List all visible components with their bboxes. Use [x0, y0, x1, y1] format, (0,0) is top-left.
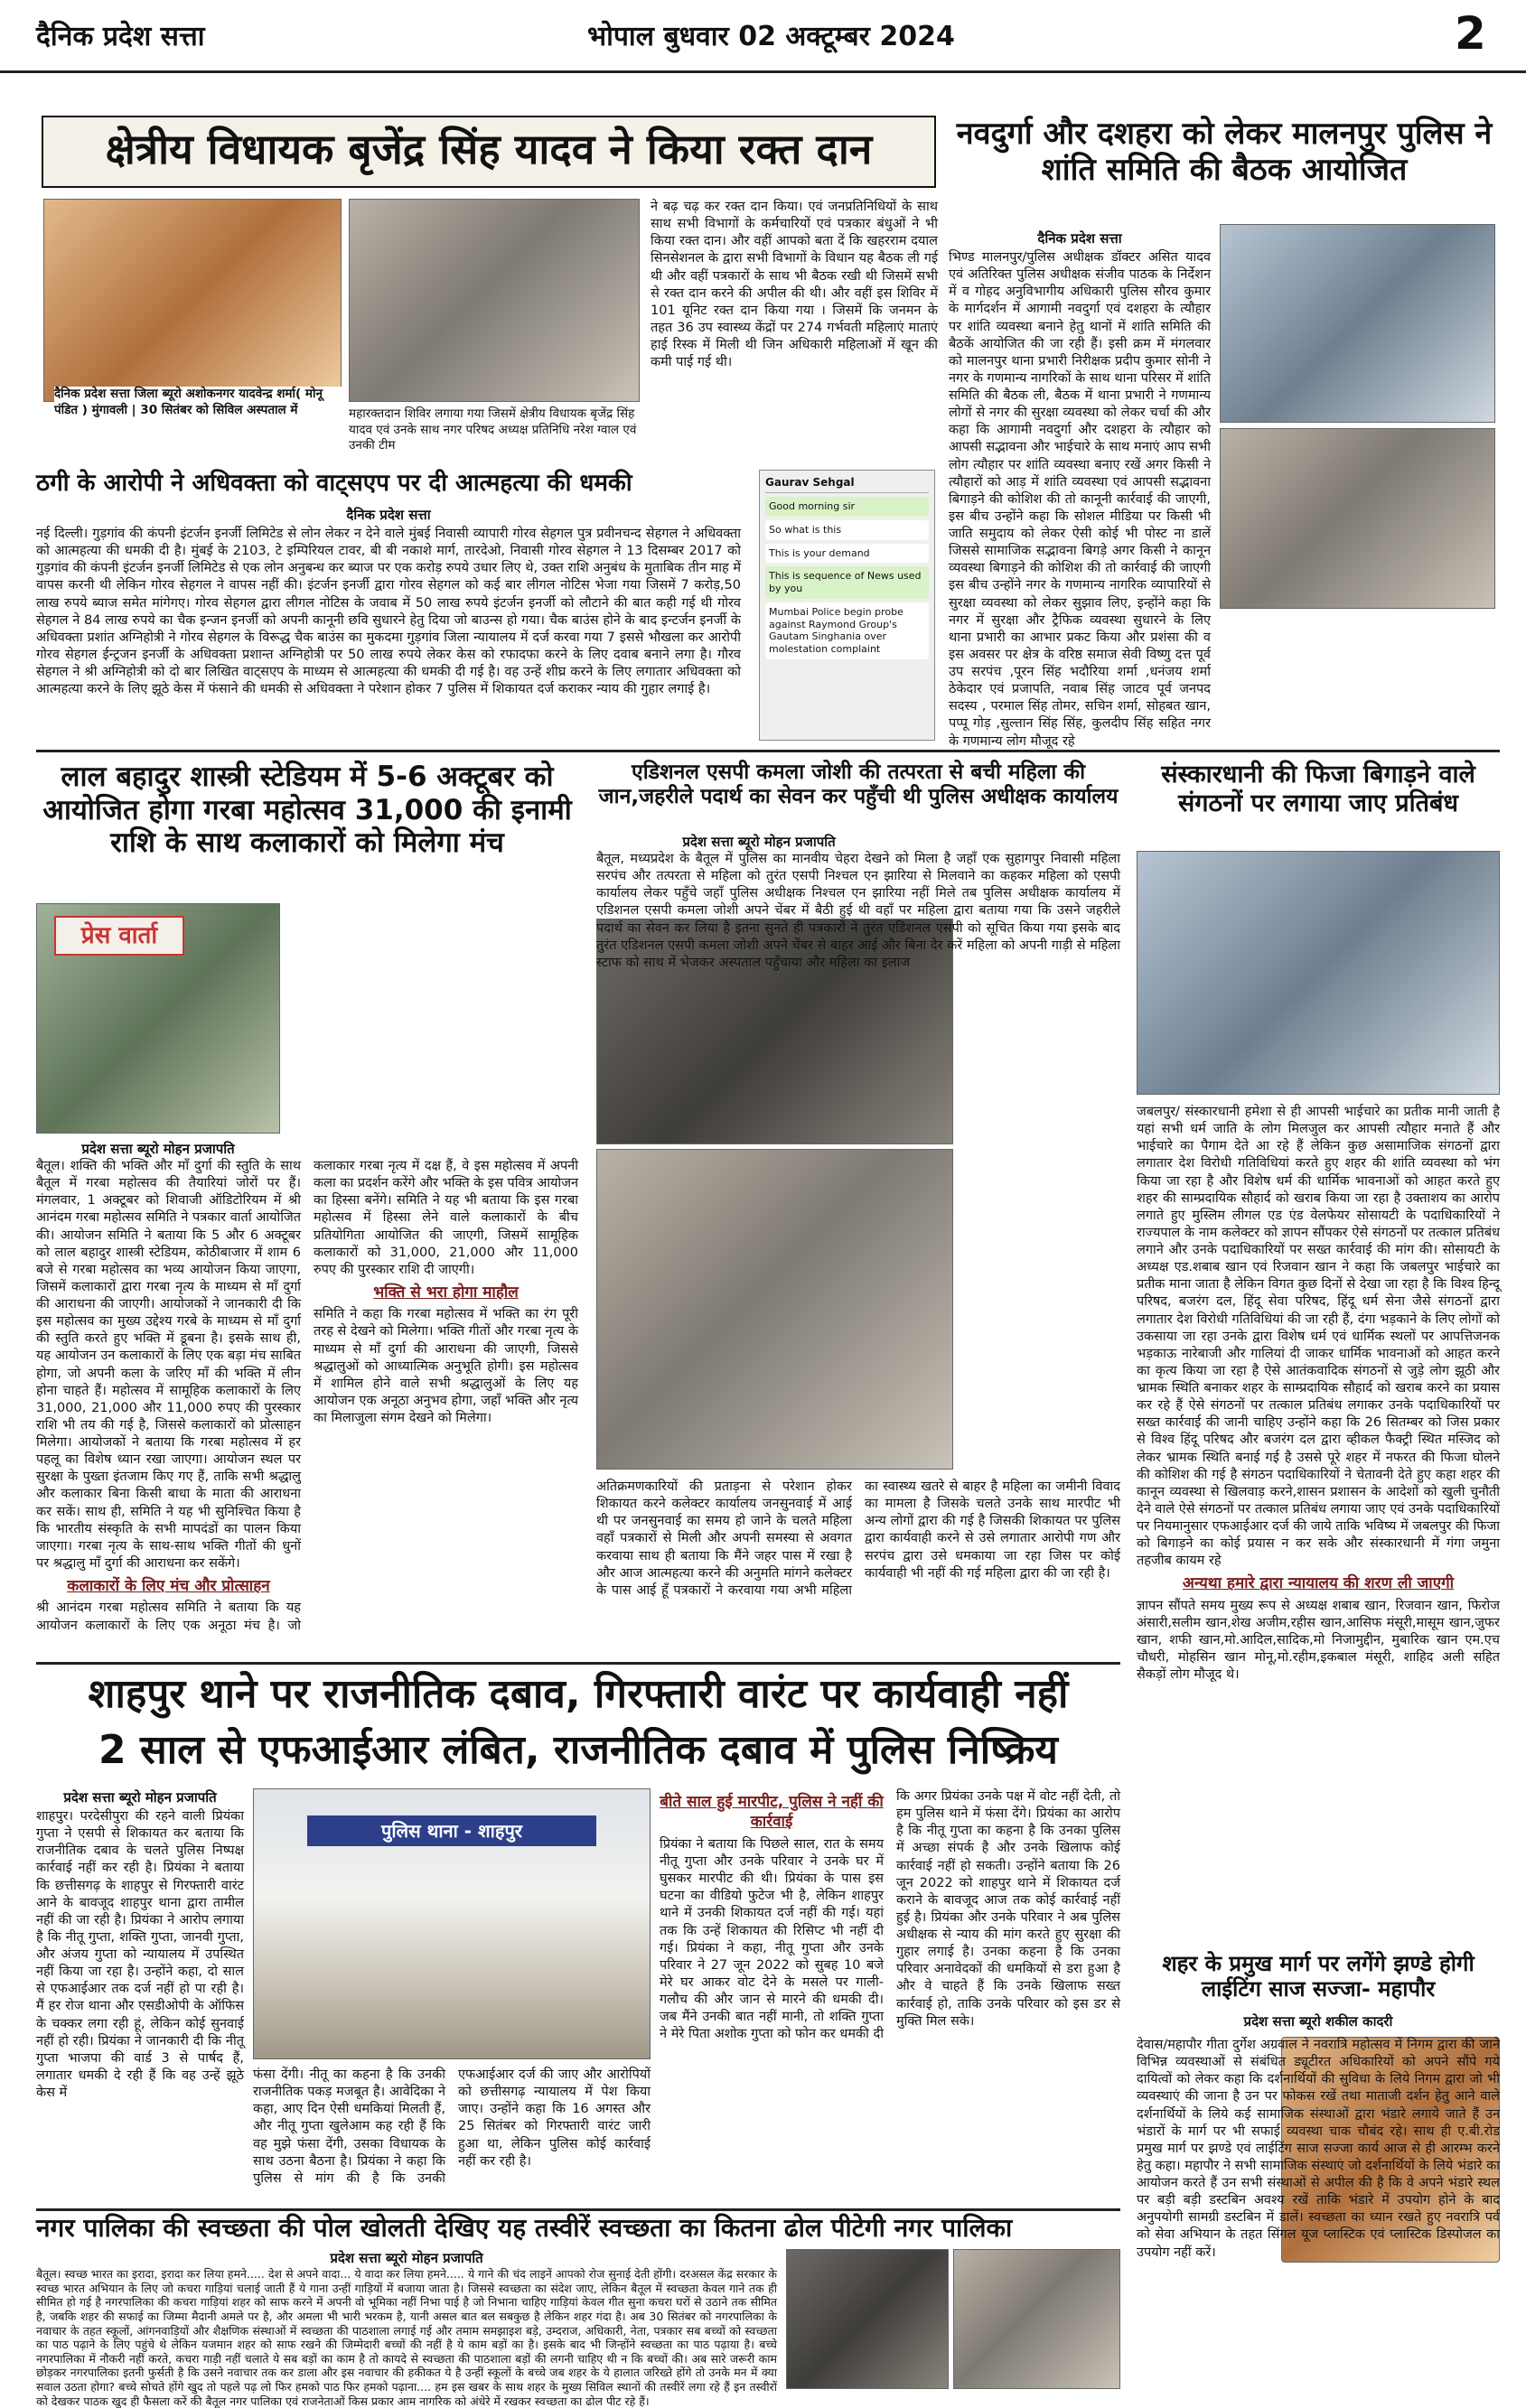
mahapor-body: देवास/महापौर गीता दुर्गेश अग्रवाल ने नवरात्रि महोत्सव में निगम द्वारा की जाने विभिन्न व्यवस्थाओं से संबंधित ड्यूटीरत अधिकारियों को अपने सौंपे गये दायित्वों को लेकर कहा कि दर्शनार्थियों की सुविधा के लिये निगम द्वारा जो भी व्यवस्थाएं की जाना है उन पर फोकस रखें तथा माताजी दर्शन हेतु आने वाले दर्शनार्थियों के लिये कई सामाजिक संस्थाओं द्वारा भंडारे लगाये जाते हैं उन भंडारों के मार्ग पर भी सफाई व्यवस्था चाक चौबंद रहे। साथ ही ए.बी.रोड प्रमुख मार्ग पर झण्डे एवं लाईटिंग साज सज्जा कार्य आज से ही आरम्भ करने हेतु कहा। महापौर ने सभी सामाजिक संस्थाएं जो दर्शनार्थियों के लिये भंडारे का आयोजन करते हैं उन सभी संस्थाओं से अपील की है कि वे अपने भंडारे स्थल पर बड़ी बड़ी डस्टबिन अवश्य रखें ताकि भंडारे में उपयोग होने के बाद अनुपयोगी सामग्री डस्टबिन में डालें। स्वच्छता का ध्यान रखते हुए नवरात्रि पर्व को सेवा अभियान के तहत सिंगल यूज प्लास्टिक एवं प्लास्टिक डिस्पोजल का उपयोग नहीं करें। — [1137, 2038, 1500, 2260]
sanskar-subhead: अन्यथा हमारे द्वारा न्यायालय की शरण ली जाएगी — [1182, 1574, 1455, 1593]
blood-photo-2 — [349, 199, 640, 402]
kamla-body-1: बैतूल, मध्यप्रदेश के बैतूल में पुलिस का मानवीय चेहरा देखने को मिला है जहाँ एक सुहागपुर निवासी महिला सरपंच और तत्परता से महिला को तुरंत एसपी निश्चल एन झारिया से मिलवाने का कहकर महिला को एसपी कार्यालय लेकर पहुँचे जहाँ पुलिस अधीक्षक निश्चल एन झारिया नहीं मिले तब पुलिस अधीक्षक कार्यालय में एडिशनल एसपी कमला जोशी अपने चेंबर में बैठी हुई थी वहाँ पर महिला द्वारा बताया गया कि उसने जहरीले पदार्थ का सेवन कर लिया है इतना सुनते ही पत्रकारों ने तुरंत एडिशनल एसपी को सूचित किया गया इसके बाद तुरंत एडिशनल एसपी कमला जोशी अपने चेंबर से बाहर आई और बिना देर करें महिला को अपनी गाड़ी से महिला स्टाफ को साथ में भेजकर अस्पताल पहुँचाया और महिला का इलाज — [596, 852, 1120, 970]
shahpur-byline: प्रदेश सत्ता ब्यूरो मोहन प्रजापति — [63, 1789, 217, 1806]
chat-bubble: This is your demand — [765, 544, 929, 564]
chat-bubble: This is sequence of News used by you — [765, 566, 929, 599]
nagar-byline: प्रदेश सत्ता ब्यूरो मोहन प्रजापति — [330, 2250, 483, 2266]
story-nagar-palika — [36, 2213, 1120, 2408]
chat-bubble: So what is this — [765, 520, 929, 540]
page-number: 2 — [1455, 7, 1486, 60]
sanskar-headline: संस्कारधानी की फिजा बिगाड़ने वाले संगठनों पर लगाया जाए प्रतिबंध — [1161, 761, 1475, 817]
paper-name: दैनिक प्रदेश सत्ता — [36, 21, 205, 52]
story-shahpur — [36, 1671, 1120, 2204]
story-kamla-joshi — [596, 761, 1120, 1655]
shahpur-body-2: फंसा देंगी। नीतू का कहना है कि उनकी राजनीतिक पकड़ मजबूत है। आवेदिका ने कहा, आए दिन ऐसी धमकियां मिलती हैं, और नीतू गुप्ता खुलेआम कह रही हैं कि वह मुझे फंसा देंगी, उसका विधायक के साथ उठना बैठना है। प्रियंका ने कहा कि पुलिस से मांग की है कि उनकी एफआईआर दर्ज की जाए और आरोपियों को छत्तीसगढ़ न्यायालय में पेश किया जाए। उन्होंने कहा कि 16 अगस्त और 25 सितंबर को गिरफ्तारी वारंट जारी हुआ था, लेकिन पुलिस कोई कार्रवाई नहीं कर रही है। — [253, 2067, 651, 2186]
blood-caption-1: दैनिक प्रदेश सत्ता जिला ब्यूरो अशोकनगर यादवेन्द्र शर्मा( मोनू पंडित ) मुंगावली | 30 सितंबर को सिविल अस्पताल में — [54, 387, 343, 454]
chat-bubble: Good morning sir — [765, 497, 929, 517]
divider — [36, 2208, 1120, 2211]
garba-headline: लाल बहादुर शास्त्री स्टेडियम में 5-6 अक्टूबर को आयोजित होगा गरबा महोत्सव 31,000 की इनामी राशि के साथ कलाकारों को मिलेगा मंच — [42, 761, 572, 860]
garba-body — [36, 1158, 578, 1650]
kamla-headline: एडिशनल एसपी कमला जोशी की तत्परता से बची महिला की जान,जहरीले पदार्थ का सेवन कर पहुँची थी पुलिस अधीक्षक कार्यालय — [598, 761, 1119, 809]
navdurga-body: भिण्ड मालनपुर/पुलिस अधीक्षक डॉक्टर असित यादव एवं अतिरिक्त पुलिस अधीक्षक संजीव पाठक के निर्देशन में व गोहद अनुविभागीय अधिकारी पुलिस सौरव कुमार के मार्गदर्शन में आगामी नवदुर्गा एवं दशहरा के त्यौहार पर शांति व्यवस्था बनाने हेतु थानों में शांति समिति की बैठकें आयोजित की जा रही हैं। इसी क्रम में मंगलवार को मालनपुर थाना प्रभारी निरीक्षक प्रदीप कुमार सोनी ने नगर के गणमान्य नागरिकों के साथ थाना परिसर में शांति समिति की बैठक ली, बैठक में थाना प्रभारी ने गणमान्य लोगों से नगर की सुरक्षा व्यवस्था को लेकर चर्चा की और कहा कि आगामी नवदुर्गा और दशहरा के त्यौहार को आपसी सद्भावना और भाईचारे के साथ मनाएं आप सभी लोग त्यौहार पर शांति व्यवस्था बनाए रखें अगर किसी ने त्यौहारों को आड़ में शांति व्यवस्था एवं आपसी सद्भावना बिगाड़ने की कोशिश की तो कानूनी कार्रवाई की जाएगी, इस बीच उन्होंने कहा कि सोशल मीडिया पर किसी भी जाति समुदाय को लेकर ऐसी कोई भी पोस्ट ना डालें जिससे सामाजिक सद्भावना बिगड़े अगर किसी ने कानून व्यवस्था बिगाड़ने की कोशिश की तो कार्रवाई की जाएगी इस बीच उन्होंने नगर के गणमान्य नागरिक व्यापारियों से सुरक्षा व्यवस्था को लेकर सुझाव लिए, इन्होंने कहा कि नगर में सुरक्षा और ट्रैफिक व्यवस्था सुधारने के लिए थाना प्रभारी का आभार प्रकट किया और प्रशंसा की व इस अवसर पर क्षेत्र के वरिष्ठ समाज सेवी विष्णु दत्त पूर्व उप सरपंच ,पूरन सिंह भदौरिया शर्मा ,धनंजय शर्मा ठेकेदार एवं प्रजापति, नवाब सिंह जाटव पूर्व जनपद सदस्य , परमाल सिंह तोमर, सचिन शर्मा, सोहबत खान, पप्पू गोड़ ,सुल्तान सिंह सिंह, कुलदीप सिंह सहित नगर के गणमान्य लोग मौजूद रहे — [949, 250, 1211, 749]
kamla-photo-2 — [596, 1149, 953, 1470]
mahapor-headline: शहर के प्रमुख मार्ग पर लगेंगे झण्डे होगी लाईटिंग साज सज्जा- महापौर — [1162, 1951, 1475, 2002]
chat-bubble: Mumbai Police begin probe against Raymond Group's Gautam Singhania over molestation complaint — [765, 602, 929, 659]
cheat-byline: दैनिक प्रदेश सत्ता — [346, 507, 431, 523]
sanskar-photo — [1137, 851, 1500, 1095]
shahpur-body-3: प्रियंका ने बताया कि पिछले साल, रात के समय नीतू गुप्ता और उनके परिवार ने उनके घर में घुसकर मारपीट की थी। प्रियंका के पास इस घटना का वीडियो फुटेज भी है, लेकिन शाहपुर थाने में उनकी शिकायत दर्ज नहीं की गई। यहां तक कि उन्हें शिकायत की रिसिप्ट भी नहीं दी गई। प्रियंका ने कहा, नीतू गुप्ता और उनके परिवार ने 27 जून 2022 को सुबह 10 बजे मेरे घर आकर वोट देने के मसले पर गाली-गलौच की और जान से मारने की धमकी दी। जब मैंने उनकी बात नहीं मानी, तो शक्ति गुप्ता ने मेरे पिता अशोक गुप्ता को फोन कर धमकी दी कि अगर प्रियंका उनके पक्ष में वोट नहीं देती, तो हम पुलिस थाने में फंसा देंगे। प्रियंका का आरोप है कि नीतू गुप्ता का कहना है कि उनका पुलिस में अच्छा संपर्क है और उनके खिलाफ कोई कार्रवाई नहीं हो सकती। उन्होंने बताया कि 26 जून 2022 को शाहपुर थाने में शिकायत दर्ज कराने के बावजूद आज तक कोई कार्रवाई नहीं हुई है। प्रियंका और उनके परिवार ने अब पुलिस अधीक्षक से न्याय की मांग करते हुए सुरक्षा की गुहार लगाई है। उनका कहना है कि उनका परिवार अनावेदकों की धमकियों से डरा हुआ है और वे चाहते हैं कि उनके खिलाफ सख्त कार्रवाई हो, ताकि उनके परिवार को इस डर से मुक्ति मिल सके। — [660, 1789, 1120, 2042]
story-navdurga — [949, 116, 1500, 749]
story-sanskardhani — [1137, 761, 1500, 1944]
kamla-byline: प्रदेश सत्ता ब्यूरो मोहन प्रजापति — [682, 834, 836, 850]
story-mahapor — [1137, 1951, 1500, 2389]
blood-headline: क्षेत्रीय विधायक बृजेंद्र सिंह यादव ने किया रक्त दान — [42, 116, 936, 188]
cheat-headline: ठगी के आरोपी ने अधिवक्ता को वाट्सएप पर दी आत्महत्या की धमकी — [36, 470, 632, 497]
chat-contact-name: Gaurav Sehgal — [765, 476, 929, 493]
garba-body-1: बैतूल। शक्ति की भक्ति और माँ दुर्गा की स्तुति के साथ बैतूल में गरबा महोत्सव की तैयारियां जोरों पर हैं। मंगलवार, 1 अक्टूबर को शिवाजी ऑडिटोरियम में श्री आनंदम गरबा महोत्सव समिति ने पत्रकार वार्ता आयोजित की। आयोजन समिति ने बताया कि 5 और 6 अक्टूबर को लाल बहादुर शास्त्री स्टेडियम, कोठीबाजार में शाम 6 बजे से गरबा महोत्सव का भव्य आयोजन किया जाएगा, जिसमें कलाकारों द्वारा गरबा नृत्य के माध्यम से माँ दुर्गा की आराधना की जाएगी। आयोजकों ने जानकारी दी कि इस महोत्सव का मुख्य उद्देश्य गरबे के माध्यम से माँ दुर्गा की स्तुति करते हुए भक्ति में डूबना है। इसके साथ ही, यह आयोजन उन कलाकारों के लिए एक बड़ा मंच साबित होगा, जो अपनी कला के जरिए माँ की भक्ति में लीन होना चाहते हैं। महोत्सव में सामूहिक कलाकारों के लिए 31,000, 21,000 और 11,000 रुपए की पुरस्कार राशि भी तय की गई है, जिससे कलाकारों को प्रोत्साहन मिलेगा। आयोजकों ने बताया कि गरबा महोत्सव में हर पहलू का विशेष ध्यान रखा जाएगा। आयोजन स्थल पर सुरक्षा के पुख्ता इंतजाम किए गए हैं, ताकि सभी श्रद्धालु और कलाकार बिना किसी बाधा के माता की आराधना कर सकें। साथ ही, समिति ने यह भी सुनिश्चित किया है कि भारतीय संस्कृति के सभी मापदंडों का पालन किया जाएगा। गरबा नृत्य के साथ-साथ भक्ति गीतों की धुनों पर श्रद्धालु माँ दुर्गा की आराधना कर सकेंगे। — [36, 1159, 301, 1571]
shahpur-headline-2: 2 साल से एफआईआर लंबित, राजनीतिक दबाव में पुलिस निष्क्रिय — [98, 1727, 1058, 1773]
cheat-body: नई दिल्ली। गुड़गांव की कंपनी इंटर्जन इनर्जी लिमिटेड से लोन लेकर न देने वाले मुंबई निवासी व्यापारी गोरव सेहगल पुत्र प्रवीनचन्द सेहगल ने अधिवक्ता को आत्महत्या की धमकी दी है। मुंबई के 2103, टे इम्पिरियल टावर, बी बी नकाशे मार्ग, तारदेओ, निवासी गोरव सेहगल ने 13 दिसम्बर 2017 को गुड़गांव की कंपनी इंटर्जन इनर्जी लिमिटेड से एक लोन अनुबन्ध कर ब्याज पर एक करोड़ रुपये उधार लिए थे, उक्त राशि अनुबंध के मुताबिक तीन माह में वापस करनी थी लेकिन गोरव सेहगल ने वापस नहीं की। इंटर्जन इनर्जी द्वारा गोरव सेहगल को कई बार लीगल नोटिस भेजा गया जिसमें 7 करोड़,50 लाख रुपये ब्याज समेत मांगेगए। गोरव सेहगल द्वारा लीगल नोटिस के जवाब में 50 लाख रुपये इंटर्जन इनर्जी को लौटाने की बात कही गई थी गोरव सेहगल ने 84 लाख रुपये का चैक इन्जन इनर्जी को अपनी कानूनी छवि सुधारने हेतु दिया जो बाउन्स हो गया। चैक बाउंस होने के बाद इन्टर्जन इनर्जी के अधिवक्ता प्रशांत अग्निहोत्री ने गोरव सेहगल के विरूद्ध चैक बाउंस का मुकदमा गुड़गांव जिला न्यायालय में दर्ज करवा गया 7 इससे भौखला कर आरोपी गोरव सेहगल ईन्ट्रजन इनर्जी के अधिवक्ता प्रशान्त अग्निहोत्री पर 50 लाख रुपये लेकर केस को रफादफा करने के लिए दवाब बनाने लगा है। गौरव सेहगल ने श्री अग्निहोत्री को दो बार लिखित वाट्सएप के माध्यम से आत्महत्या की धमकी दी गई है। वह उन्हें शीघ्र करने के लिए लगातार अधिवक्ता को आत्महत्या करने के लिए झूठे केस में फंसाने की धमकी से अधिवक्ता ने परेशान होकर 7 पुलिस में शिकायत दर्ज कराकर न्याय की गुहार लगाई है। — [36, 527, 741, 697]
blood-photo-1 — [43, 199, 342, 402]
nagar-headline: नगर पालिका की स्वच्छता की पोल खोलती देखिए यह तस्वीरें स्वच्छता का कितना ढोल पीटेगी नगर पालिका — [36, 2213, 1013, 2243]
police-station-board: पुलिस थाना - शाहपुर — [307, 1815, 596, 1846]
shahpur-body-1: शाहपुर। परदेसीपुरा की रहने वाली प्रियंका गुप्ता ने एसपी से शिकायत कर बताया कि राजनीतिक दबाव के चलते पुलिस निष्पक्ष कार्रवाई नहीं कर रही है। प्रियंका ने बताया कि छत्तीसगढ़ के शाहपुर से गिरफ्तारी वारंट आने के बावजूद शाहपुर थाना द्वारा तामील नहीं की जा रही है। प्रियंका ने आरोप लगाया है कि नीतू गुप्ता, शक्ति गुप्ता, जानवी गुप्ता, और अंजय गुप्ता को न्यायालय में उपस्थित नहीं किया जा रहा है। उन्होंने कहा, दो साल से एफआईआर तक दर्ज नहीं हो पा रही है। मैं हर रोज थाना और एसडीओपी के ऑफिस के चक्कर लगा रही हूं, लेकिन कोई सुनवाई नहीं हो रही। प्रियंका ने जानकारी दी कि नीतू गुप्ता भाजपा की वार्ड 3 से पार्षद हैं, लगातार धमकी दे रही हैं कि वह उन्हें झूठे केस में — [36, 1809, 244, 2100]
story-cheating — [36, 470, 940, 741]
navdurga-photo-2 — [1220, 428, 1495, 609]
kamla-body-2: अतिक्रमणकारियों की प्रताड़ना से परेशान होकर शिकायत करने कलेक्टर कार्यालय जनसुनवाई में आई थी पर जनसुनवाई का समय हो जाने के चलते महिला वहाँ पत्रकारों से मिली और अपनी समस्या से अवगत करवाया साथ ही बताया कि मैंने जहर पास में रखा है और आज आत्महत्या करने की अनुमति मांगने कलेक्टर के पास आई हूँ पत्रकारों ने करवाया गया अभी महिला का स्वास्थ्य खतरे से बाहर है महिला का जमीनी विवाद का मामला है जिसके चलते उनके साथ मारपीट भी अन्य लोगों द्वारा की गई है जिसकी शिकायत पर पुलिस द्वारा कार्यवाही करने से उसे लगातार आरोपी गण और सरपंच द्वारा उसे धमकाया जा रहा जिस पर कोई कार्यवाही भी नहीं की गई महिला द्वारा की जा रही है। — [596, 1479, 1120, 1598]
garbage-photo-2 — [953, 2249, 1120, 2389]
divider — [36, 1662, 1120, 1665]
story-blood-donation — [36, 116, 940, 454]
blood-body: ने बढ़ चढ़ कर रक्त दान किया। एवं जनप्रतिनिधियों के साथ साथ सभी विभागों के कर्मचारियों एवं पत्रकार बंधुओं ने भी किया रक्त दान। और वहीं आपको बता दें कि खहरराम दयाल सिनसेशनल के द्वारा सभी विभागों के विधान यह बैठक ली गई थी और वहीं पत्रकारों के साथ भी बैठक रखी थी जिसमें सभी से रक्त दान करने की अपील की थी। और वहीं इस शिविर में 101 यूनिट रक्त दान किया गया । जिसमें कि जनमन के तहत 36 उप स्वास्थ्य केंद्रों पर 274 गर्भवती महिलाएं माताएं हाई रिस्क में मिली थी जिन अधिकारी महिलाओं में खून की कमी पाई गई थी। — [651, 200, 938, 370]
nagar-body: बैतूल। स्वच्छ भारत का इरादा, इरादा कर लिया हमने..... देश से अपने वादा... ये वादा कर लिया हमने..... ये गाने की चंद लाइनें आपको रोज सुनाई देती होंगी। दरअसल केंद्र सरकार के स्वच्छ भारत अभियान के लिए जो कचरा गाड़ियां चलाई जाती हैं ये गाना उन्हीं गाड़ियों में बजाया जाता है। जिससे स्वच्छता का संदेश जाए, लेकिन बैतूल में स्वच्छता केवल गाने तक ही सीमित हो गई है नगरपालिका की कचरा गाड़ियां शहर को साफ करने में अपनी वो भूमिका नहीं निभा पाई है जो निभाना चाहिए गाड़ियां केवल गीत सुना कचरा घरों से उठाने तक सीमित है, जबकि शहर की सफाई का जिम्मा मैदानी अमले पर है, और अमला भी भारी भरकम है, यानी असल बात बल सबकुछ है लेकिन शहर गंदा है। अब 30 सितंबर को नगरपालिका के नवाचार के तहत स्कूलों, आंगनवाड़ियों और शैक्षणिक संस्थाओं में स्वच्छता की पाठशाला लगाई गई और तमाम समझाइश बड़े, उम्दराज, अधिकारी, नेता, पत्रकार सब बच्चों को स्वच्छता का पाठ पढ़ाने के लिए पहुंचे थे लेकिन यजमान शहर को साफ रखने की जिम्मेदारी बच्चों की नहीं है ये काम बड़ों का है। इसके बाद भी जिन्होंने स्वच्छता का पाठ पढ़ाया है। बच्चे नगरपालिका में नौकरी नहीं करते, कचरा गाड़ी नहीं चलाते ये सब बड़ों का काम है तो कायदे से स्वच्छता की पाठशाला बड़ों की लगनी चाहिए थी न कि बच्चों की। अब सारे जरूरी काम छोड़कर नगरपालिका इतनी फुर्सती है कि उसने नवाचार तक कर डाला और इस नवाचार की हकीकत ये है उन्हीं स्कूलों के बच्चे जब शहर के ये हालात जरिख्ते होंगे तो उनके मन में क्या सवाल उठता होगा? बच्चे सोचते होंगे खुद तो पहले पढ़ लो फिर हमको पाठ फिर हमको पढ़ाना.... हम इस खबर के साथ शहर के मुख्य सिविल स्थानों की तस्वीरें लगा रहे हैं इन तस्वीरों को देखकर पाठक खुद ही फैसला करें की बैतूल नगर पालिका एवं राजनेताओं किस प्रकार आम नागरिक को अंधेरे में रखकर स्वच्छता का ढोल पीट रहे हैं। — [36, 2267, 777, 2408]
garbage-photo-1 — [786, 2249, 949, 2389]
press-board: प्रेस वार्ता — [54, 916, 184, 956]
whatsapp-screenshot — [759, 470, 935, 741]
garba-subhead-1: कलाकारों के लिए मंच और प्रोत्साहन — [67, 1577, 270, 1595]
sanskar-body — [1137, 1104, 1500, 1940]
garba-byline: प्रदेश सत्ता ब्यूरो मोहन प्रजापति — [81, 1141, 235, 1157]
sanskar-body-1: जबलपुर/ संस्कारधानी हमेशा से ही आपसी भाईचारे का प्रतीक मानी जाती है यहां सभी धर्म जाति के लोग मिलजुल कर आपसी त्यौहार मनाते हैं और भाईचारे का पैगाम देते आ रहे हैं लेकिन कुछ असामाजिक संगठनों द्वारा लगातार देश विरोधी गतिविधियां करते हुए शहर की शांति व्यवस्था को भंग किया जा रहा है और विशेष धर्म की धार्मिक भावनाओं को आहत करते हुए शहर की साम्प्रदायिक सौहार्द को खराब किया जा रहा है उक्ताशय का आरोप लगाते हुए मुस्लिम लीगल एड एंड वेलफेयर सोसायटी के पदाधिकारियों ने राज्यपाल के नाम कलेक्टर को ज्ञापन सौंपकर ऐसे संगठनों पर तत्काल प्रतिबंध लगाने और उनके पदाधिकारियों पर सख्त कार्रवाई की मांग की। सोसायटी के अध्यक्ष एड.शबाब खान एवं रिजवान खान ने कहा कि जबलपुर भाईचारे का प्रतीक माना जाता है लेकिन विगत कुछ दिनों से देखा जा रहा है कि विश्व हिन्दू परिषद, बजरंग दल, हिंदू सेवा परिषद, हिंदू धर्म सेना जैसे संगठनों द्वारा लगातार देश विरोधी गतिविधियां की जा रही हैं, दंगा भड़काने के लिए लोगों को उकसाया जा रहा उनके द्वारा विशेष धर्म एवं धार्मिक स्थलों पर आपत्तिजनक भड़काऊ नारेबाजी और गालियां दी जाकर धार्मिक भावनाओं को आहत करने का कृत्य किया जा रहा है ऐसे आतंकवादिक संगठनों से जुड़े लोग झूठी और भ्रामक स्थिति बनाकर शहर के साम्प्रदायिक सौहार्द को खराब करने का प्रयास कर रहे हैं ऐसे संगठनों पर तत्काल प्रतिबंध लगाकर उनके पदाधिकारियों पर सख्त कार्रवाई की जानी चाहिए उन्होंने कहा कि 26 सितम्बर को जिस प्रकार से विश्व हिंदू परिषद और बजरंग दल द्वारा व्हीकल फैक्ट्री स्थित मस्जिद को लेकर भ्रामक स्थिति बनाई गई है उससे पूरे शहर में नफरत की फिजा घोलने की कोशिश की गई है संगठन पदाधिकारियों ने चेतावनी देते हुए कहा शहर की कानून व्यवस्था से खिलवाड़ करने,शासन प्रशासन के आदेशों को खुली चुनौती देने वाले ऐसे संगठनों पर तत्काल प्रतिबंध लगाया जाए एवं उनके पदाधिकारियों पर नियमानुसार एफआईआर दर्ज की जाये ताकि भविष्य में जबलपुर की फिजा को बिगाड़ने का कोई प्रयास न कर सके और संस्कारधानी में गंगा जमुना तहजीब कायम रहे — [1137, 1105, 1500, 1569]
story-garba — [36, 761, 578, 1655]
blood-caption-2: महारक्तदान शिविर लगाया गया जिसमें क्षेत्रीय विधायक बृजेंद्र सिंह यादव एवं उनके साथ नगर परिषद अध्यक्ष प्रतिनिधि नरेश ग्वाल एवं उनकी टीम — [349, 406, 640, 454]
navdurga-headline: नवदुर्गा और दशहरा को लेकर मालनपुर पुलिस ने शांति समिति की बैठक आयोजित — [956, 116, 1493, 189]
mahapor-byline: प्रदेश सत्ता ब्यूरो शकील कादरी — [1243, 2013, 1393, 2030]
shahpur-headline-1: शाहपुर थाने पर राजनीतिक दबाव, गिरफ्तारी वारंट पर कार्यवाही नहीं — [88, 1671, 1069, 1717]
navdurga-byline: दैनिक प्रदेश सत्ता — [1037, 230, 1122, 247]
navdurga-photo-1 — [1220, 224, 1495, 423]
sanskar-body-2: ज्ञापन सौंपते समय मुख्य रूप से अध्यक्ष शबाब खान, रिजवान खान, फिरोज अंसारी,सलीम खान,शेख अजीम,रहीस खान,आसिफ मंसूरी,मासूम खान,जुफर खान, शफी खान,मो.आदिल,सादिक,मो निजामुद्दीन, मुबारिक खान एम.एच चौधरी, मोहसिन खान मोनू,मो.रहीम,इकबाल मंसूरी, शाहिद अली सहित सैकड़ों लोग मौजूद थे। — [1137, 1598, 1500, 1683]
shahpur-body-3-wrap — [660, 1788, 1120, 2204]
kamla-body-1-col — [962, 919, 1120, 1470]
garba-body-2: श्री आनंदम गरबा महोत्सव समिति ने बताया कि यह आयोजन कलाकारों के लिए एक अनूठा मंच है। जो कलाकार गरबा नृत्य में दक्ष हैं, वे इस महोत्सव में अपनी कला का प्रदर्शन करेंगे और भक्ति के इस पवित्र आयोजन का हिस्सा बनेंगे। समिति ने यह भी बताया कि इस गरबा महोत्सव में हिस्सा लेने वाले कलाकारों के बीच प्रतियोगिता आयोजित की जाएगी, जिसमें सामूहिक कलाकारों को 31,000, 21,000 और 11,000 रुपए की पुरस्कार राशि दी जाएगी। — [36, 1159, 578, 1633]
divider — [36, 750, 1500, 752]
garba-body-3: समिति ने कहा कि गरबा महोत्सव में भक्ति का रंग पूरी तरह से देखने को मिलेगा। भक्ति गीतों और गरबा नृत्य के माध्यम से माँ दुर्गा की आराधना की जाएगी, जिससे श्रद्धालुओं को आध्यात्मिक अनुभूति होगी। इस महोत्सव में शामिल होने वाले सभी श्रद्धालुओं के लिए यह आयोजन एक अनूठा अनुभव होगा, जहाँ भक्ति और नृत्य का मिलाजुला संगम देखने को मिलेगा। — [314, 1307, 578, 1426]
shahpur-subhead: बीते साल हुई मारपीट, पुलिस ने नहीं की कार्रवाई — [660, 1793, 884, 1832]
masthead — [0, 0, 1526, 73]
garba-subhead-2: भक्ति से भरा होगा माहौल — [373, 1283, 519, 1302]
dateline: भोपाल बुधवार 02 अक्टूम्बर 2024 — [587, 21, 955, 52]
